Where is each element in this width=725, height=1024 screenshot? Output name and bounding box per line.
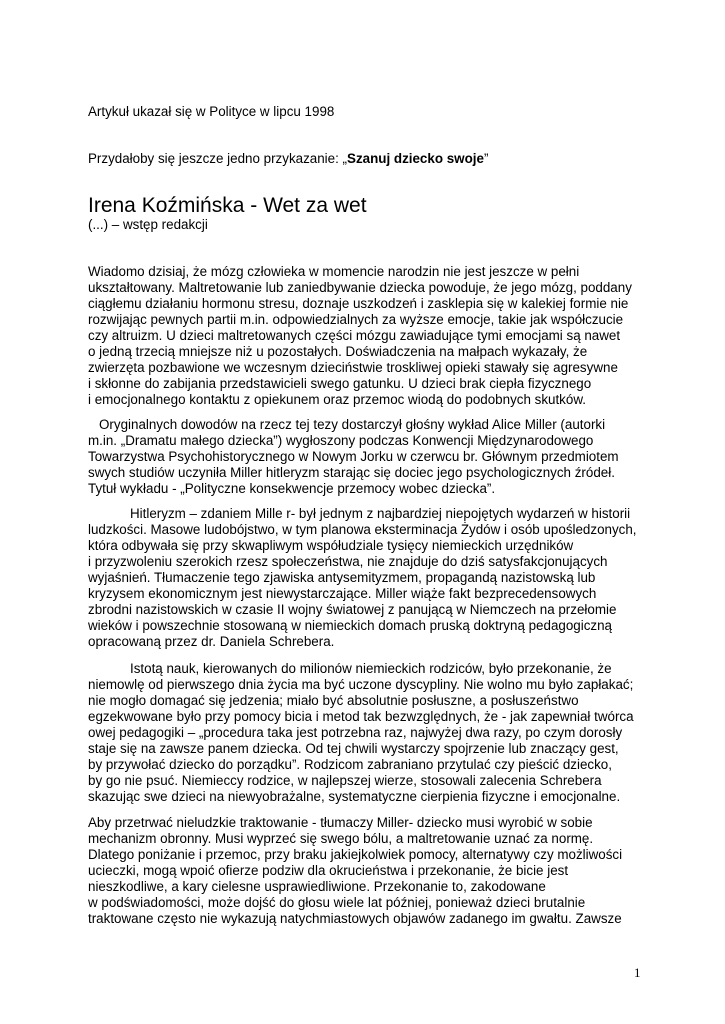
paragraph-4	[88, 661, 634, 805]
article-title: Irena Koźmińska - Wet za wet	[88, 194, 367, 217]
text-line: ukształtowany. Maltretowanie lub zaniedbywanie dziecka powoduje, że jego mózg, poddany	[88, 280, 632, 295]
source-note: Artykuł ukazał się w Polityce w lipcu 1998	[88, 104, 335, 119]
text-line: wyjaśnień. Tłumaczenie tego zjawiska antysemityzmem, propagandą nazistowską lub	[88, 570, 596, 585]
paragraph-5	[88, 815, 622, 927]
text-line: która odbywała się przy skwapliwym współudziale tysięcy niemieckich urzędników	[88, 538, 574, 553]
text-line: nie mogło domagać się jedzenia; miało być absolutnie posłuszne, a posłuszeństwo	[88, 693, 579, 708]
text-line: swych studiów uczyniła Miller hitleryzm starając się dociec jego psychologicznych źródeł.	[88, 465, 615, 480]
text-line: skazując swe dzieci na niewyobrażalne, systematyczne cierpienia fizyczne i emocjonalne.	[88, 789, 621, 804]
text-line: Towarzystwa Psychohistorycznego w Nowym Jorku w czerwcu br. Głównym przedmiotem	[88, 449, 619, 464]
text-line: i skłonne do zabijania przedstawicieli swego gatunku. U dzieci brak ciepła fizycznego	[88, 376, 592, 391]
text-line: w podświadomości, może dojść do głosu wiele lat później, ponieważ dzieci brutalnie	[88, 895, 586, 910]
page-number: 1	[634, 965, 641, 980]
text-line: zbrodni nazistowskich w czasie II wojny światowej z panującą w Niemczech na przełomie	[88, 602, 617, 617]
commandment-suffix: ”	[483, 151, 489, 166]
text-line: kryzysem ekonomicznym jest niewystarczające. Miller wiąże fakt bezprecedensowych	[88, 586, 597, 601]
commandment-prefix: Przydałoby się jeszcze jedno przykazanie: „	[88, 151, 348, 166]
text-line: ucieczki, mogą wpoić ofierze podziw dla okrucieństwa i przekonanie, że bicie jest	[88, 863, 569, 878]
text-line: Wiadomo dzisiaj, że mózg człowieka w momencie narodzin nie jest jeszcze w pełni	[88, 264, 580, 279]
text-line: nieszkodliwe, a kary cielesne usprawiedliwione. Przekonanie to, zakodowane	[88, 879, 546, 894]
paragraph-3	[88, 506, 637, 650]
text-line: Hitleryzm – zdaniem Mille r- był jednym z najbardziej niepojętych wydarzeń w historii	[130, 506, 631, 521]
text-line: mechanizm obronny. Musi wyprzeć się swego bólu, a maltretowanie uznać za normę.	[88, 831, 594, 846]
text-line: Dlatego poniżanie i przemoc, przy braku jakiejkolwiek pomocy, alternatywy czy możliwości	[88, 847, 623, 862]
text-line: egzekwowane było przy pomocy bicia i metod tak bezwzględnych, że - jak zapewniał twórca	[88, 709, 634, 724]
text-line: zwierzęta pozbawione we wczesnym dzieciństwie troskliwej opieki stawały się agresywne	[88, 360, 618, 375]
text-line: m.in. „Dramatu małego dziecka”) wygłoszony podczas Konwencji Międzynarodowego	[88, 433, 594, 448]
text-line: rozwijając pewnych partii m.in. odpowiedzialnych za wyższe emocje, takie jak współczucie	[88, 312, 624, 327]
text-line: staje się na zawsze panem dziecka. Od tej chwili wystarczy spojrzenie lub znaczący gest,	[88, 741, 619, 756]
text-line: Tytuł wykładu - „Polityczne konsekwencje przemocy wobec dziecka”.	[88, 481, 496, 496]
text-line: by go nie psuć. Niemieccy rodzice, w najlepszej wierze, stosowali zalecenia Schrebera	[88, 773, 602, 788]
paragraph-2	[88, 417, 619, 497]
text-line: czy altruizm. U dzieci maltretowanych części mózgu zawiadujące tymi emocjami są nawet	[88, 328, 621, 343]
text-line: traktowane często nie wykazują natychmiastowych objawów zadanego im gwałtu. Zawsze	[88, 911, 622, 926]
text-line: i emocjonalnego kontaktu z opiekunem oraz przemoc wiodą do podobnych skutków.	[88, 392, 586, 407]
text-line: wieków i powszechnie stosowaną w niemieckich domach pruską doktryną pedagogiczną	[88, 618, 613, 633]
article-subtitle: (...) – wstęp redakcji	[88, 217, 208, 232]
text-line: Istotą nauk, kierowanych do milionów niemieckich rodziców, było przekonanie, że	[130, 661, 612, 676]
text-line: ciągłemu działaniu hormonu stresu, doznaje uszkodzeń i zasklepia się w kalekiej formie nie	[88, 296, 629, 311]
text-line: opracowaną przez dr. Daniela Schrebera.	[88, 634, 335, 649]
text-line: i przyzwoleniu szerokich rzesz społeczeństwa, nie znajduje do dziś satysfakcjonujących	[88, 554, 608, 569]
text-line: owej pedagogiki – „procedura taka jest potrzebna raz, najwyżej dwa razy, po czym dorosły	[88, 725, 623, 740]
text-line: ludzkości. Masowe ludobójstwo, w tym planowa eksterminacja Żydów i osób upośledzonych,	[88, 522, 637, 537]
text-line: o jedną trzecią mniejsze niż u pozostałych. Doświadczenia na małpach wykazały, że	[88, 344, 588, 359]
commandment-bold: Szanuj dziecko swoje	[347, 151, 484, 166]
text-line: Oryginalnych dowodów na rzecz tej tezy dostarczył głośny wykład Alice Miller (autorki	[99, 417, 606, 432]
text-line: Aby przetrwać nieludzkie traktowanie - tłumaczy Miller- dziecko musi wyrobić w sobie	[88, 815, 593, 830]
text-line: by przywołać dziecko do porządku”. Rodzicom zabraniano przytulać czy pieścić dziecko,	[88, 757, 612, 772]
commandment-line	[88, 151, 488, 167]
text-line: niemowlę od pierwszego dnia życia ma być uczone dyscypliny. Nie wolno mu było zapłakać;	[88, 677, 634, 692]
paragraph-1	[88, 264, 632, 408]
